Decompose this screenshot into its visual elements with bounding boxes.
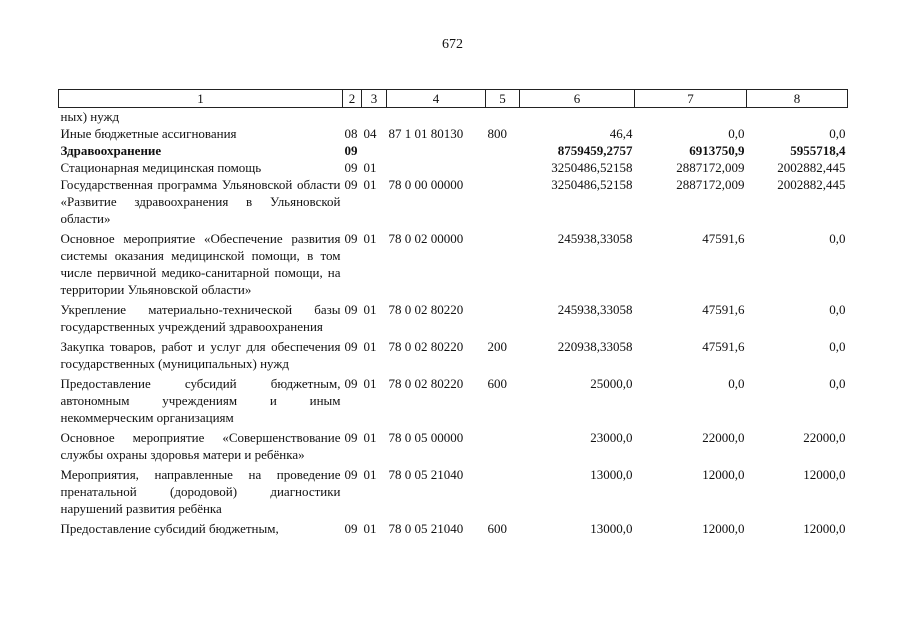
amount-year1-cell: 23000,0 bbox=[590, 430, 633, 445]
table-row bbox=[59, 372, 848, 426]
target-article-cell bbox=[387, 108, 486, 126]
target-article-cell bbox=[387, 159, 486, 176]
amount-year3-cell: 5955718,4 bbox=[790, 143, 846, 158]
target-article-cell: 78 0 00 00000 bbox=[388, 177, 464, 192]
section-cell: 09 bbox=[344, 376, 358, 391]
item-name-cell: Основное мероприятие «Совершенствование службы охраны здоровья матери и ребёнка» bbox=[60, 430, 341, 462]
budget-table bbox=[58, 89, 848, 537]
column-header-1: 1 bbox=[59, 90, 343, 108]
target-article-cell bbox=[387, 142, 486, 159]
amount-year1-cell: 3250486,52158 bbox=[551, 177, 633, 192]
target-article-cell: 78 0 02 00000 bbox=[388, 231, 464, 246]
amount-year3-cell: 0,0 bbox=[829, 126, 846, 141]
amount-year2-cell: 47591,6 bbox=[702, 231, 745, 246]
target-article-cell: 78 0 02 80220 bbox=[388, 339, 464, 354]
subsection-cell: 01 bbox=[363, 302, 377, 317]
amount-year3-cell: 0,0 bbox=[829, 339, 846, 354]
header-row bbox=[59, 90, 848, 108]
section-cell: 09 bbox=[344, 430, 358, 445]
amount-year2-cell: 0,0 bbox=[728, 376, 745, 391]
table-row bbox=[59, 298, 848, 335]
item-name-cell: Иные бюджетные ассигнования bbox=[60, 126, 237, 141]
table-row bbox=[59, 227, 848, 298]
amount-year1-cell: 13000,0 bbox=[590, 467, 633, 482]
table-row bbox=[59, 426, 848, 463]
section-cell: 08 bbox=[344, 126, 358, 141]
target-article-cell: 78 0 05 21040 bbox=[388, 521, 464, 536]
amount-year2-cell: 2887172,009 bbox=[676, 160, 745, 175]
expense-type-cell: 800 bbox=[487, 126, 507, 141]
target-article-cell: 78 0 05 21040 bbox=[388, 467, 464, 482]
amount-year1-cell: 46,4 bbox=[609, 126, 633, 141]
amount-year3-cell: 12000,0 bbox=[803, 467, 846, 482]
amount-year1-cell: 245938,33058 bbox=[557, 231, 633, 246]
item-name-cell: Предоставление субсидий бюджетным, автономным учреждениям и иным некоммерческим организациям bbox=[60, 376, 341, 425]
item-name-cell: Государственная программа Ульяновской области «Развитие здравоохранения в Ульяновской области» bbox=[60, 177, 341, 226]
page-number: 672 bbox=[442, 37, 463, 52]
subsection-cell: 01 bbox=[363, 430, 377, 445]
table-body bbox=[59, 108, 848, 538]
table-row bbox=[59, 463, 848, 517]
section-cell: 09 bbox=[344, 231, 358, 246]
amount-year1-cell: 220938,33058 bbox=[557, 339, 633, 354]
column-header-3: 3 bbox=[362, 90, 387, 108]
section-cell: 09 bbox=[344, 521, 358, 536]
amount-year3-cell: 0,0 bbox=[829, 302, 846, 317]
subsection-cell: 01 bbox=[363, 376, 377, 391]
amount-year3-cell: 12000,0 bbox=[803, 521, 846, 536]
amount-year3-cell: 0,0 bbox=[829, 376, 846, 391]
item-name-cell: Основное мероприятие «Обеспечение развития системы оказания медицинской помощи, в том числе первичной медико-санитарной помощи, на территории Ульяновской области» bbox=[60, 231, 341, 297]
subsection-cell: 01 bbox=[363, 160, 377, 175]
section-cell: 09 bbox=[344, 467, 358, 482]
expense-type-cell: 200 bbox=[487, 339, 507, 354]
target-article-cell: 78 0 02 80220 bbox=[388, 302, 464, 317]
expense-type-cell bbox=[486, 108, 520, 126]
target-article-cell: 78 0 02 80220 bbox=[388, 376, 464, 391]
column-header-7: 7 bbox=[635, 90, 747, 108]
section-cell: 09 bbox=[344, 339, 358, 354]
table-row bbox=[59, 142, 848, 159]
expense-type-cell: 600 bbox=[487, 376, 507, 391]
amount-year2-cell: 12000,0 bbox=[702, 521, 745, 536]
column-header-8: 8 bbox=[747, 90, 848, 108]
expense-type-cell bbox=[486, 227, 520, 298]
subsection-cell: 01 bbox=[363, 177, 377, 192]
section-cell: 09 bbox=[344, 160, 358, 175]
amount-year2-cell bbox=[635, 108, 747, 126]
amount-year3-cell: 2002882,445 bbox=[777, 160, 846, 175]
amount-year3-cell: 2002882,445 bbox=[777, 177, 846, 192]
item-name-cell: Закупка товаров, работ и услуг для обеспечения государственных (муниципальных) нужд bbox=[60, 339, 341, 371]
section-cell bbox=[343, 108, 362, 126]
amount-year1-cell bbox=[520, 108, 635, 126]
column-header-4: 4 bbox=[387, 90, 486, 108]
subsection-cell: 01 bbox=[363, 231, 377, 246]
subsection-cell: 01 bbox=[363, 521, 377, 536]
amount-year1-cell: 245938,33058 bbox=[557, 302, 633, 317]
item-name-cell: Укрепление материально-технической базы государственных учреждений здравоохранения bbox=[60, 302, 341, 334]
column-header-5: 5 bbox=[486, 90, 520, 108]
table-row bbox=[59, 517, 848, 537]
amount-year3-cell: 0,0 bbox=[829, 231, 846, 246]
section-cell: 09 bbox=[344, 302, 358, 317]
subsection-cell bbox=[362, 142, 387, 159]
target-article-cell: 78 0 05 00000 bbox=[388, 430, 464, 445]
amount-year1-cell: 25000,0 bbox=[590, 376, 633, 391]
table-row bbox=[59, 125, 848, 142]
table-row bbox=[59, 176, 848, 227]
subsection-cell bbox=[362, 108, 387, 126]
section-cell: 09 bbox=[344, 143, 358, 158]
expense-type-cell bbox=[486, 426, 520, 463]
amount-year2-cell: 47591,6 bbox=[702, 302, 745, 317]
item-name-cell: Стационарная медицинская помощь bbox=[60, 160, 262, 175]
column-header-6: 6 bbox=[520, 90, 635, 108]
amount-year2-cell: 12000,0 bbox=[702, 467, 745, 482]
expense-type-cell bbox=[486, 142, 520, 159]
expense-type-cell bbox=[486, 159, 520, 176]
amount-year2-cell: 22000,0 bbox=[702, 430, 745, 445]
amount-year2-cell: 47591,6 bbox=[702, 339, 745, 354]
amount-year2-cell: 6913750,9 bbox=[689, 143, 745, 158]
amount-year2-cell: 2887172,009 bbox=[676, 177, 745, 192]
amount-year3-cell: 22000,0 bbox=[803, 430, 846, 445]
table-row bbox=[59, 159, 848, 176]
subsection-cell: 01 bbox=[363, 339, 377, 354]
amount-year1-cell: 13000,0 bbox=[590, 521, 633, 536]
amount-year2-cell: 0,0 bbox=[728, 126, 745, 141]
subsection-cell: 04 bbox=[363, 126, 377, 141]
amount-year1-cell: 3250486,52158 bbox=[551, 160, 633, 175]
table-row bbox=[59, 108, 848, 126]
expense-type-cell bbox=[486, 463, 520, 517]
item-name-cell: Здравоохранение bbox=[60, 143, 162, 158]
item-name-cell: Мероприятия, направленные на проведение пренатальной (дородовой) диагностики нарушений развития ребёнка bbox=[60, 467, 341, 516]
section-cell: 09 bbox=[344, 177, 358, 192]
subsection-cell: 01 bbox=[363, 467, 377, 482]
amount-year3-cell bbox=[747, 108, 848, 126]
expense-type-cell bbox=[486, 298, 520, 335]
item-name-cell: ных) нужд bbox=[60, 109, 120, 124]
target-article-cell: 87 1 01 80130 bbox=[388, 126, 464, 141]
column-header-2: 2 bbox=[343, 90, 362, 108]
expense-type-cell bbox=[486, 176, 520, 227]
expense-type-cell: 600 bbox=[487, 521, 507, 536]
table-row bbox=[59, 335, 848, 372]
amount-year1-cell: 8759459,2757 bbox=[557, 143, 633, 158]
item-name-cell: Предоставление субсидий бюджетным, bbox=[60, 521, 279, 536]
